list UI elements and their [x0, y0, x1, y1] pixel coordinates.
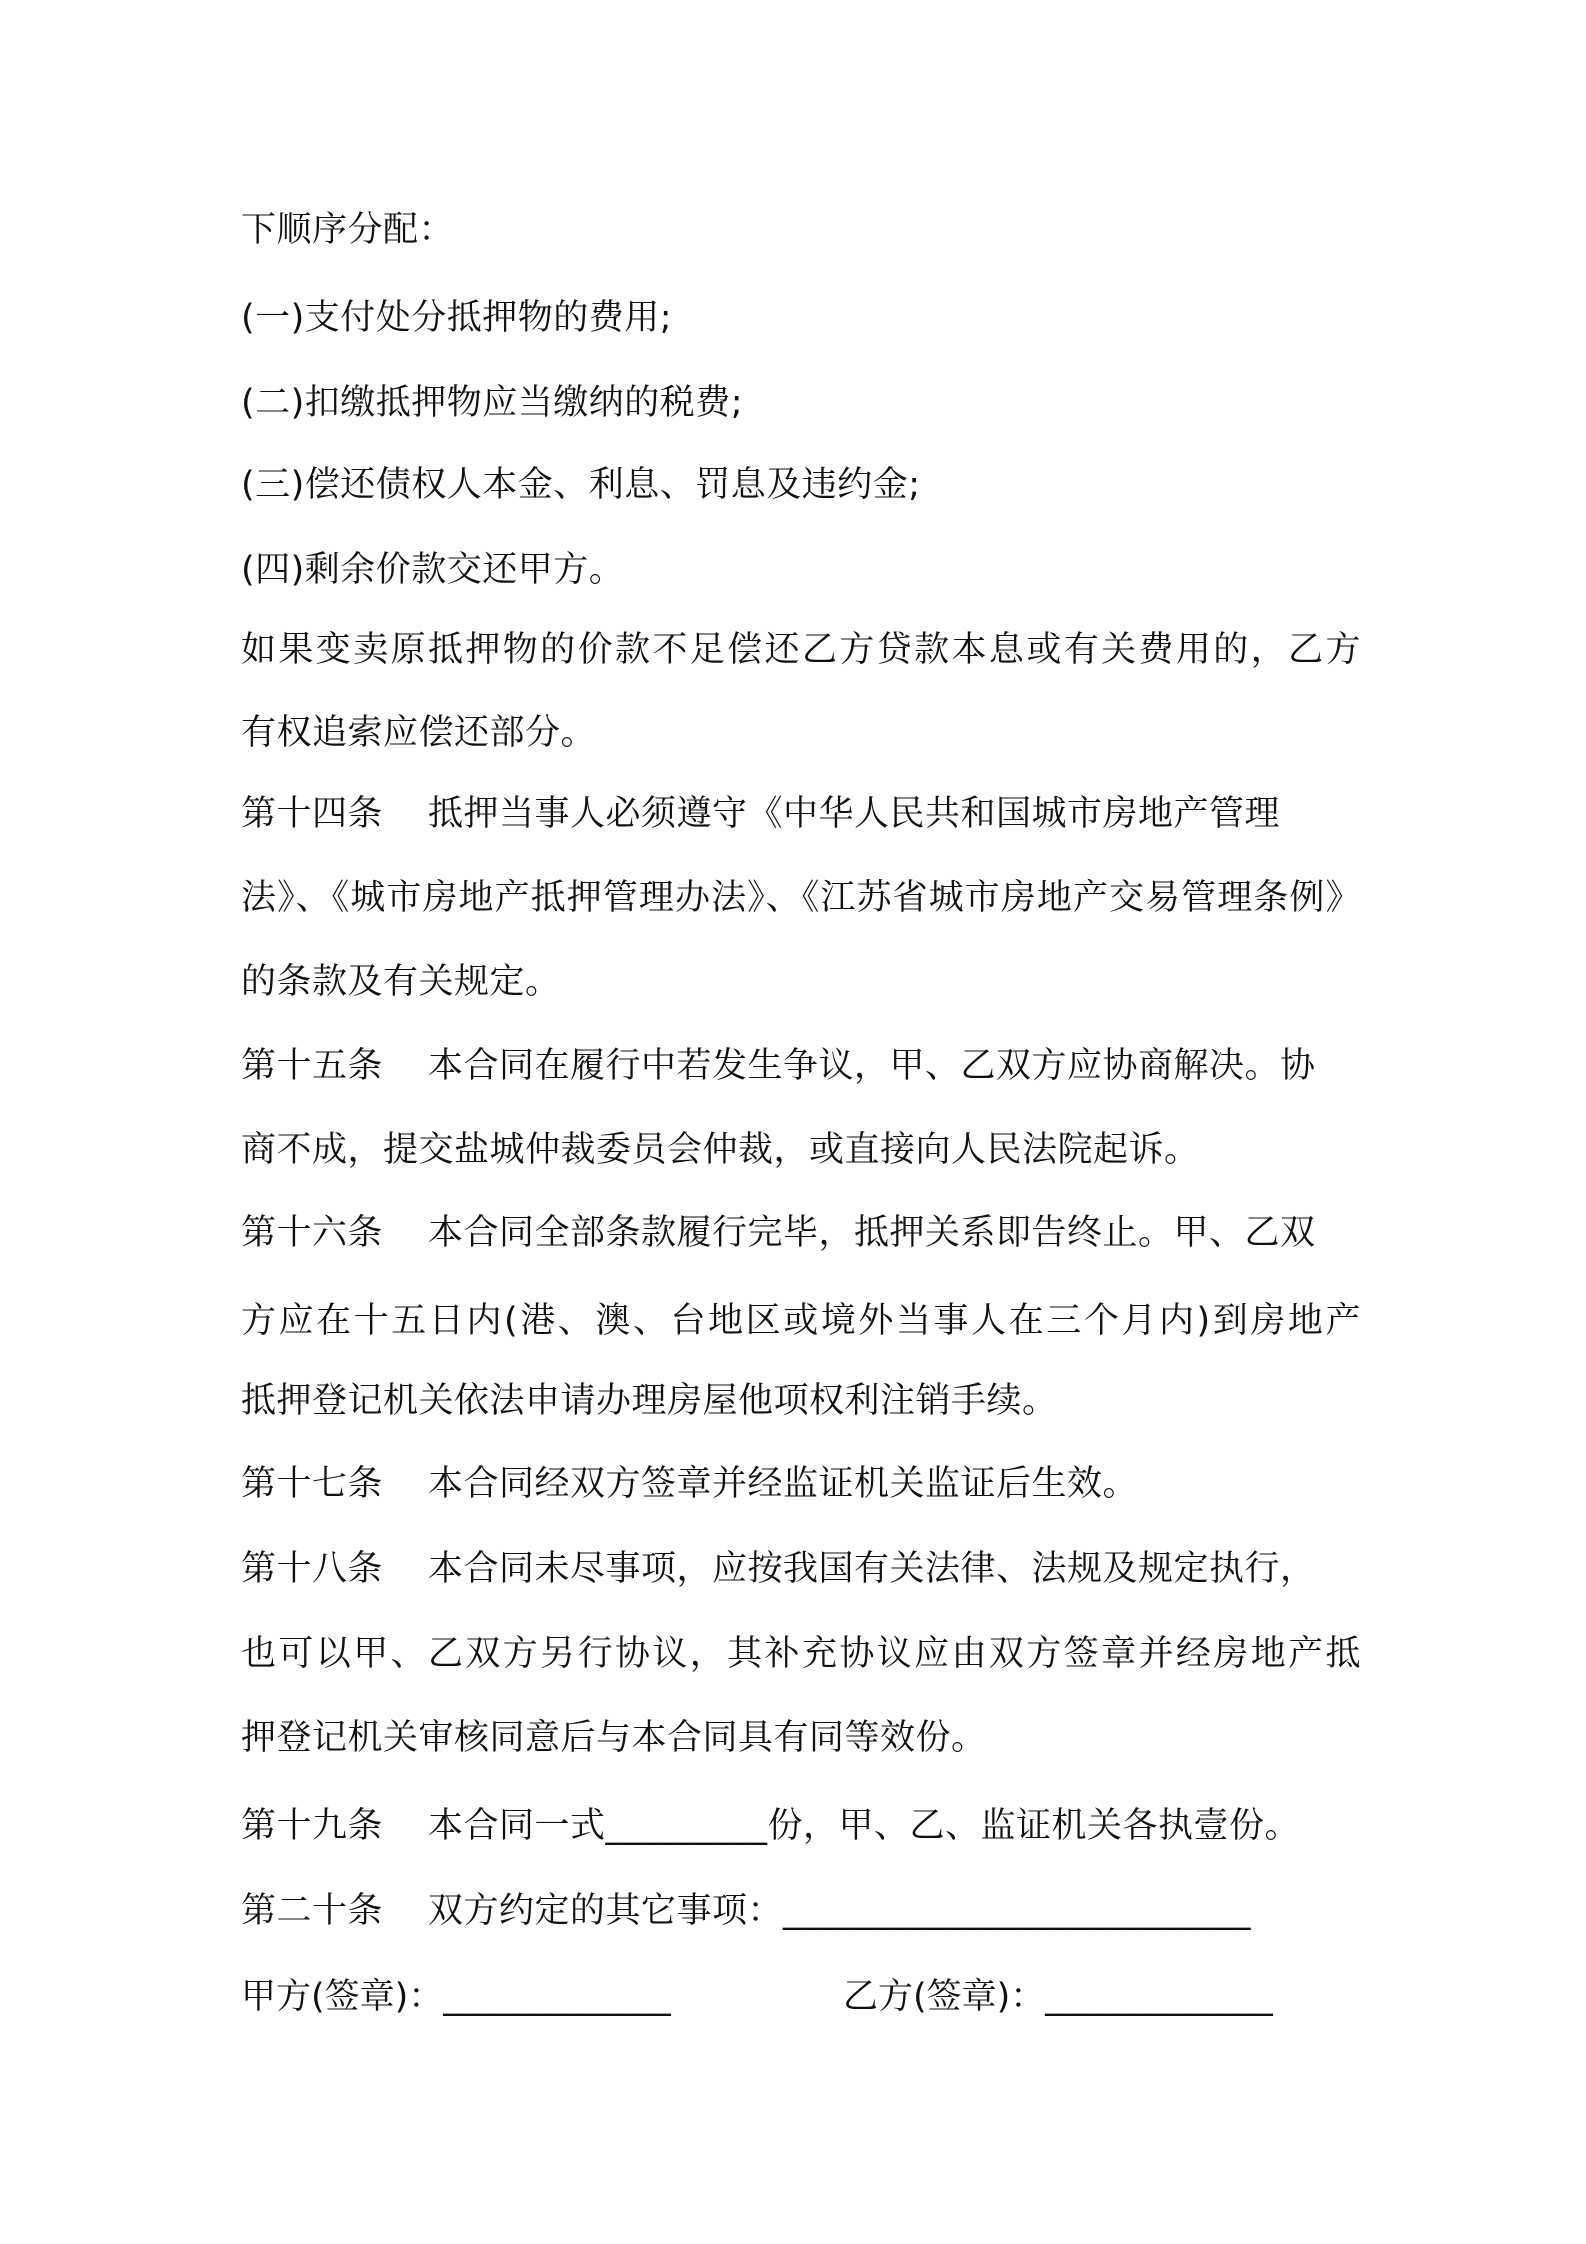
- article-18-line-3: 押登记机关审核同意后与本合同具有同等效份。: [241, 1718, 987, 1758]
- text-line-6: 如果变卖原抵押物的价款不足偿还乙方贷款本息或有关费用的，乙方: [241, 630, 1361, 670]
- article-17-heading: 第十七条: [241, 1464, 384, 1504]
- article-18-text-1: 本合同未尽事项，应按我国有关法律、法规及规定执行，: [428, 1549, 1316, 1589]
- article-19-text-1: 本合同一式_________份，甲、乙、监证机关各执壹份。: [428, 1806, 1301, 1846]
- article-16-line-2: 方应在十五日内(港、澳、台地区或境外当事人在三个月内)到房地产: [241, 1301, 1361, 1341]
- article-18-heading: 第十八条: [241, 1549, 384, 1589]
- article-20-text-1: 双方约定的其它事项：__________________________: [428, 1891, 1252, 1931]
- party-a-signature: 甲方(签章)：_____________: [241, 1977, 671, 2017]
- article-15-line-1: [241, 1044, 1361, 1088]
- article-20-line-1: [241, 1889, 1361, 1933]
- text-line-5: (四)剩余价款交还甲方。: [241, 550, 625, 590]
- article-17-line-1: [241, 1462, 1361, 1506]
- article-14-line-2: 法》、《城市房地产抵押管理办法》、《江苏省城市房地产交易管理条例》: [241, 878, 1361, 918]
- party-b-signature: 乙方(签章)：_____________: [843, 1977, 1273, 2017]
- article-14-text-1: 抵押当事人必须遵守《中华人民共和国城市房地产管理: [428, 794, 1281, 834]
- article-16-line-1: [241, 1211, 1361, 1255]
- article-15-line-2: 商不成，提交盐城仲裁委员会仲裁，或直接向人民法院起诉。: [241, 1130, 1200, 1170]
- article-18-line-1: [241, 1547, 1361, 1591]
- article-20-heading: 第二十条: [241, 1891, 384, 1931]
- article-15-text-1: 本合同在履行中若发生争议，甲、乙双方应协商解决。协: [428, 1046, 1316, 1086]
- text-line-7: 有权追索应偿还部分。: [241, 713, 597, 753]
- article-18-line-2: 也可以甲、乙双方另行协议，其补充协议应由双方签章并经房地产抵: [241, 1634, 1361, 1674]
- article-14-line-3: 的条款及有关规定。: [241, 962, 561, 1002]
- article-14-line-1: [241, 792, 1361, 836]
- article-16-line-3: 抵押登记机关依法申请办理房屋他项权利注销手续。: [241, 1381, 1058, 1421]
- article-15-heading: 第十五条: [241, 1046, 384, 1086]
- text-line-1: 下顺序分配：: [241, 210, 455, 250]
- text-line-3: (二)扣缴抵押物应当缴纳的税费;: [241, 383, 744, 423]
- article-17-text-1: 本合同经双方签章并经监证机关监证后生效。: [428, 1464, 1139, 1504]
- text-line-4: (三)偿还债权人本金、利息、罚息及违约金;: [241, 465, 921, 505]
- article-19-line-1: [241, 1804, 1361, 1848]
- article-19-heading: 第十九条: [241, 1806, 384, 1846]
- article-16-text-1: 本合同全部条款履行完毕，抵押关系即告终止。甲、乙双: [428, 1213, 1316, 1253]
- text-line-2: (一)支付处分抵押物的费用;: [241, 298, 673, 338]
- article-16-heading: 第十六条: [241, 1213, 384, 1253]
- article-14-heading: 第十四条: [241, 794, 384, 834]
